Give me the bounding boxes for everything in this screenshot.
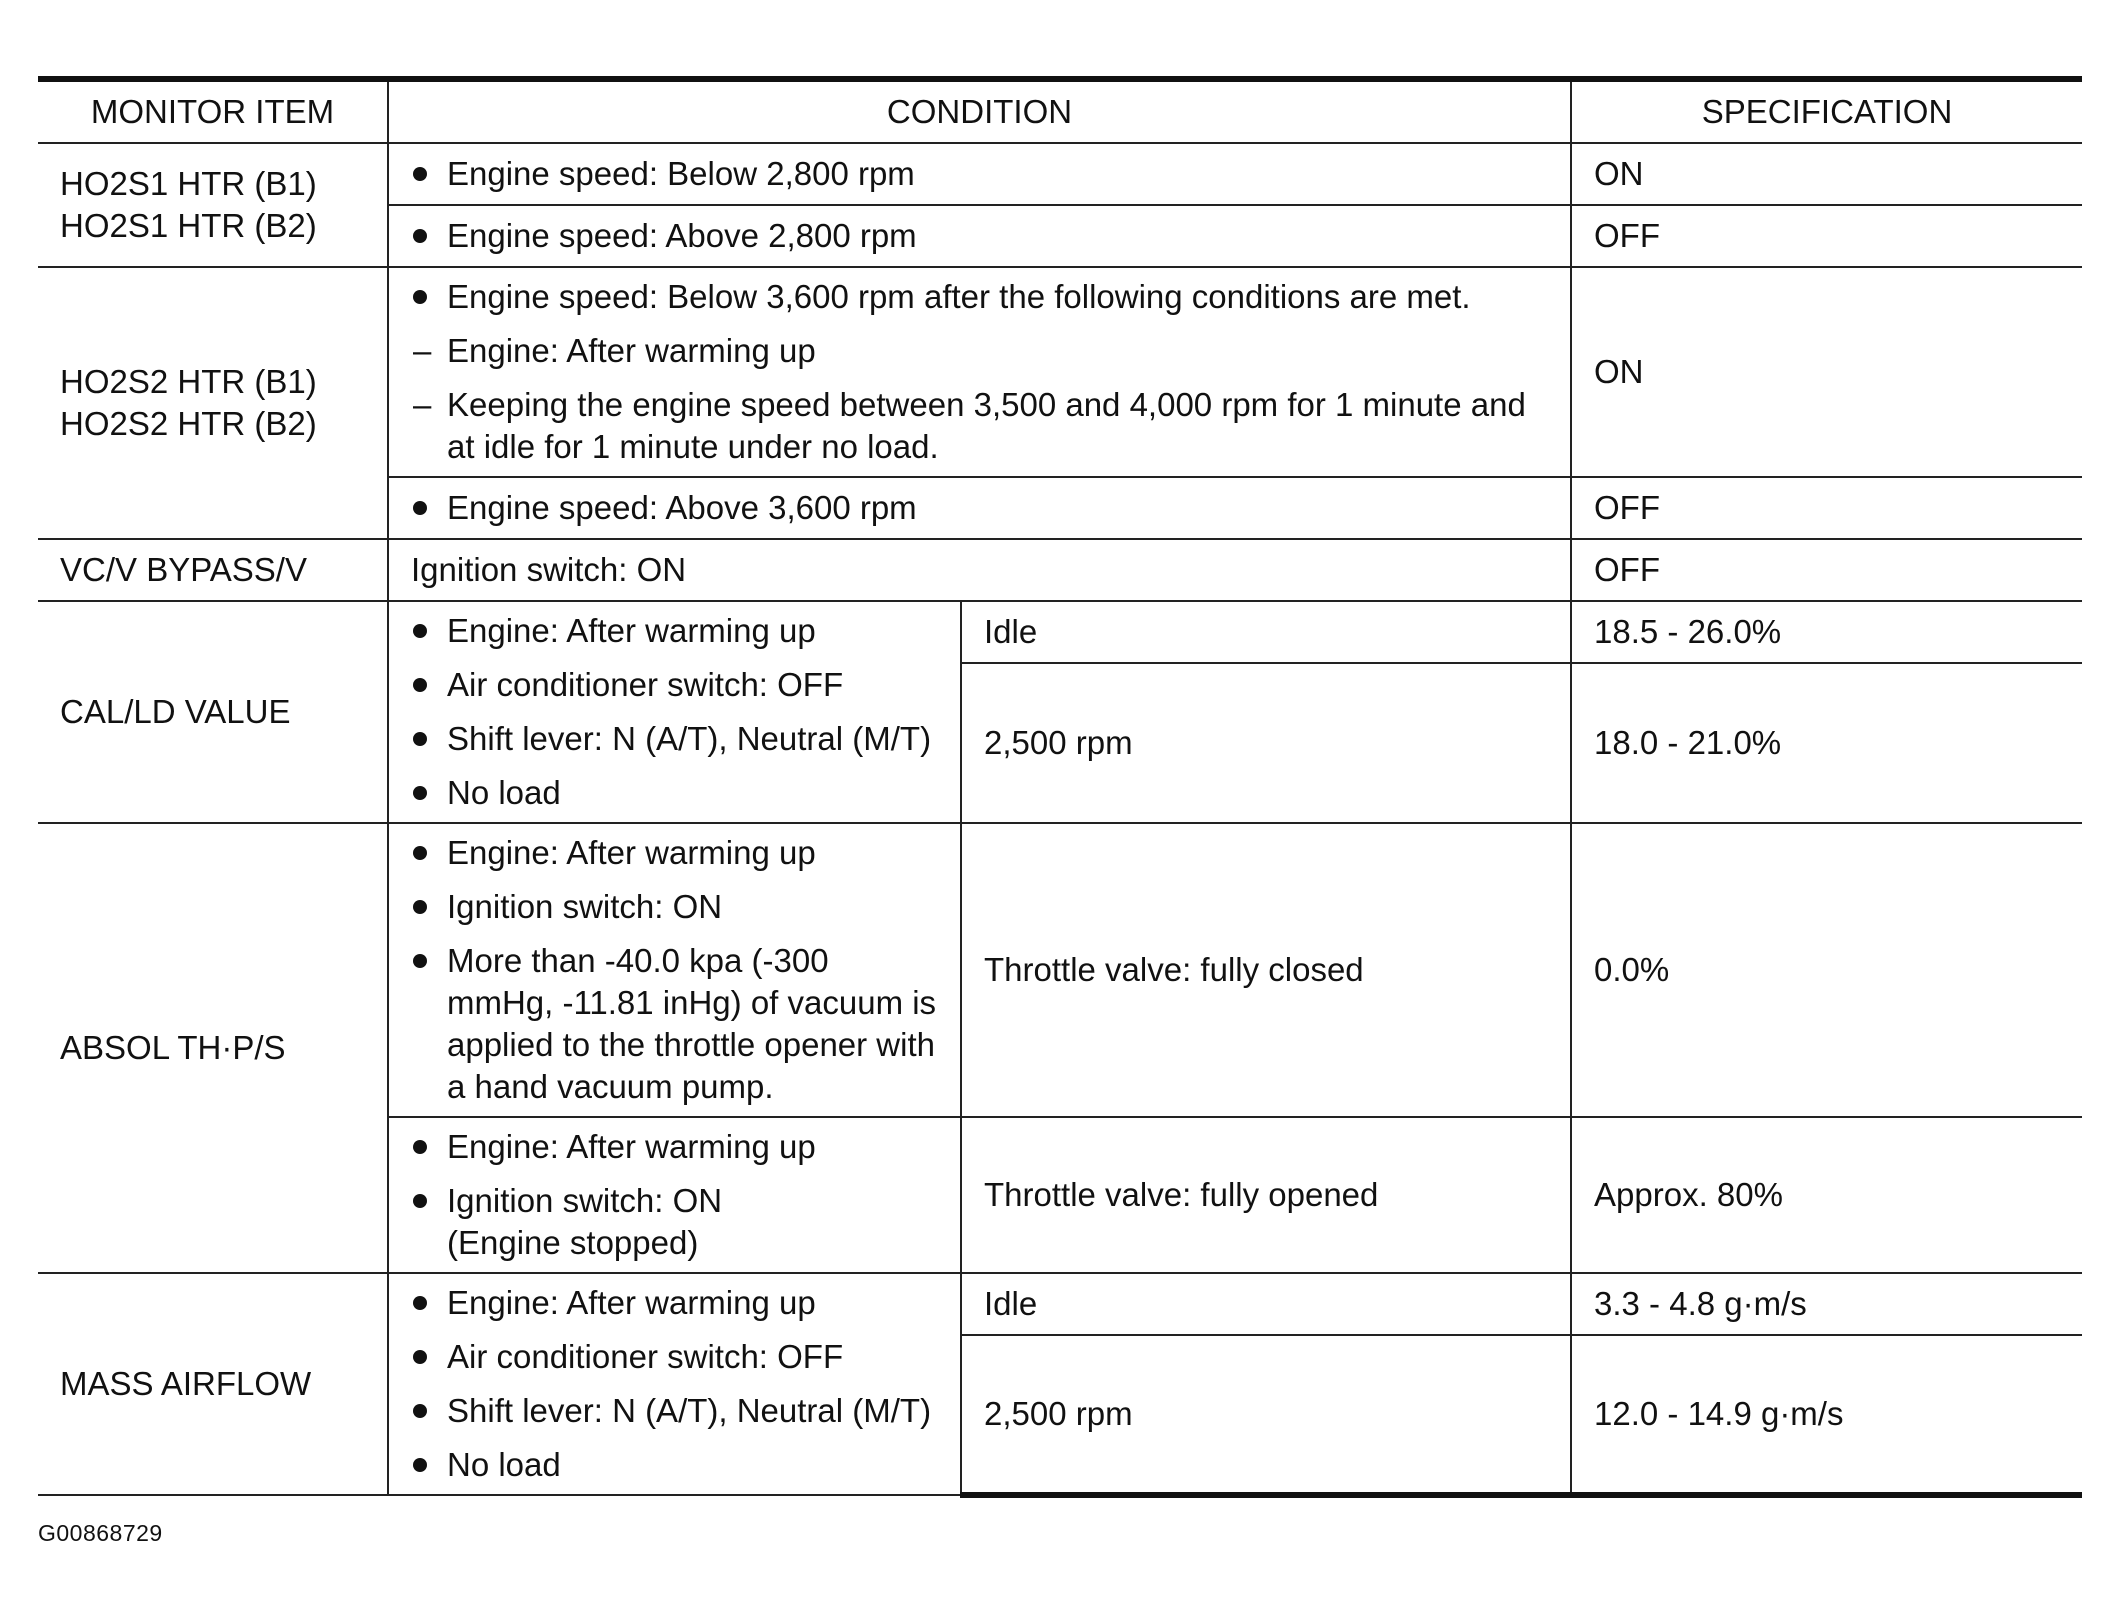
bullet-icon — [413, 1140, 427, 1154]
specification-cell: OFF — [1571, 477, 2082, 539]
table-row — [38, 539, 2082, 601]
condition-cell — [388, 267, 1571, 477]
specification-cell: OFF — [1571, 205, 2082, 267]
monitor-item-calld: CAL/LD VALUE — [38, 601, 388, 823]
item-line: HO2S2 HTR (B1) — [60, 363, 317, 400]
monitor-item-maf: MASS AIRFLOW — [38, 1273, 388, 1495]
sub-condition-cell: Throttle valve: fully opened — [961, 1117, 1571, 1273]
bullet-icon — [413, 290, 427, 304]
bullet-icon — [413, 1350, 427, 1364]
item-line: HO2S2 HTR (B2) — [60, 405, 317, 442]
condition-text: Engine speed: Above 3,600 rpm — [447, 489, 917, 526]
condition-cell — [388, 205, 1571, 267]
condition-cell — [388, 143, 1571, 205]
table-row — [38, 601, 2082, 663]
bullet-icon — [413, 1458, 427, 1472]
item-line: HO2S1 HTR (B2) — [60, 207, 317, 244]
condition-text: More than -40.0 kpa (-300 — [447, 942, 829, 979]
sub-condition-cell: Idle — [961, 1273, 1571, 1335]
sub-condition-cell: 2,500 rpm — [961, 663, 1571, 823]
condition-cell — [388, 823, 961, 1117]
condition-text: Shift lever: N (A/T), Neutral (M/T) — [447, 1392, 932, 1429]
bullet-icon — [413, 732, 427, 746]
bullet-icon — [413, 678, 427, 692]
condition-cell: Ignition switch: ON — [388, 539, 1571, 601]
condition-text: Ignition switch: ON — [447, 1182, 723, 1219]
specification-cell: 18.5 - 26.0% — [1571, 601, 2082, 663]
bullet-icon — [413, 900, 427, 914]
condition-text: Engine: After warming up — [447, 1128, 816, 1165]
bullet-icon — [413, 786, 427, 800]
condition-text: (Engine stopped) — [447, 1224, 699, 1261]
condition-text: a hand vacuum pump. — [447, 1068, 774, 1105]
table-row — [38, 823, 2082, 1117]
condition-text: Shift lever: N (A/T), Neutral (M/T) — [447, 720, 932, 757]
condition-cell — [388, 601, 961, 823]
monitor-item-absol: ABSOL TH·P/S — [38, 823, 388, 1273]
bullet-icon — [413, 1404, 427, 1418]
bullet-icon — [413, 954, 427, 968]
monitor-item-ho2s2 — [38, 267, 388, 539]
specification-cell: 18.0 - 21.0% — [1571, 663, 2082, 823]
condition-text: Engine: After warming up — [447, 612, 816, 649]
bullet-icon — [413, 167, 427, 181]
sub-condition-cell: 2,500 rpm — [961, 1335, 1571, 1495]
monitor-item-ho2s1 — [38, 143, 388, 267]
table-row — [38, 143, 2082, 205]
header-row — [38, 79, 2082, 143]
bullet-icon — [413, 501, 427, 515]
specification-cell: ON — [1571, 143, 2082, 205]
condition-cell — [388, 477, 1571, 539]
dash-icon: – — [413, 386, 432, 423]
condition-text: Ignition switch: ON — [447, 888, 723, 925]
condition-text: Engine: After warming up — [447, 834, 816, 871]
figure-code: G00868729 — [38, 1520, 163, 1546]
specification-cell: ON — [1571, 267, 2082, 477]
condition-text: No load — [447, 1446, 561, 1483]
table-row — [38, 1273, 2082, 1335]
condition-text: Engine speed: Below 2,800 rpm — [447, 155, 915, 192]
condition-text: Air conditioner switch: OFF — [447, 1338, 844, 1375]
bullet-icon — [413, 1296, 427, 1310]
bullet-icon — [413, 624, 427, 638]
condition-text: mmHg, -11.81 inHg) of vacuum is — [447, 984, 937, 1021]
monitor-item-vcv: VC/V BYPASS/V — [38, 539, 388, 601]
header-specification: SPECIFICATION — [1571, 79, 2082, 143]
bullet-icon — [413, 1194, 427, 1208]
condition-text: Engine: After warming up — [447, 1284, 816, 1321]
condition-text: No load — [447, 774, 561, 811]
specification-cell: 3.3 - 4.8 g·m/s — [1571, 1273, 2082, 1335]
specification-cell: 12.0 - 14.9 g·m/s — [1571, 1335, 2082, 1495]
monitor-spec-table — [38, 76, 2082, 1498]
condition-cell — [388, 1273, 961, 1495]
condition-cell — [388, 1117, 961, 1273]
condition-text: Engine speed: Above 2,800 rpm — [447, 217, 917, 254]
bullet-icon — [413, 229, 427, 243]
dash-icon: – — [413, 332, 432, 369]
sub-condition-cell: Idle — [961, 601, 1571, 663]
sub-condition-cell: Throttle valve: fully closed — [961, 823, 1571, 1117]
condition-text: at idle for 1 minute under no load. — [447, 428, 939, 465]
condition-text: Keeping the engine speed between 3,500 and 4,000 rpm for 1 minute and — [447, 386, 1526, 423]
condition-text: applied to the throttle opener with — [447, 1026, 935, 1063]
specification-cell: Approx. 80% — [1571, 1117, 2082, 1273]
header-condition: CONDITION — [388, 79, 1571, 143]
condition-text: Air conditioner switch: OFF — [447, 666, 844, 703]
bullet-icon — [413, 846, 427, 860]
item-line: HO2S1 HTR (B1) — [60, 165, 317, 202]
specification-cell: OFF — [1571, 539, 2082, 601]
header-monitor-item: MONITOR ITEM — [38, 79, 388, 143]
condition-text: Engine speed: Below 3,600 rpm after the following conditions are met. — [447, 278, 1471, 315]
specification-cell: 0.0% — [1571, 823, 2082, 1117]
condition-text: Engine: After warming up — [447, 332, 816, 369]
table-row — [38, 267, 2082, 477]
